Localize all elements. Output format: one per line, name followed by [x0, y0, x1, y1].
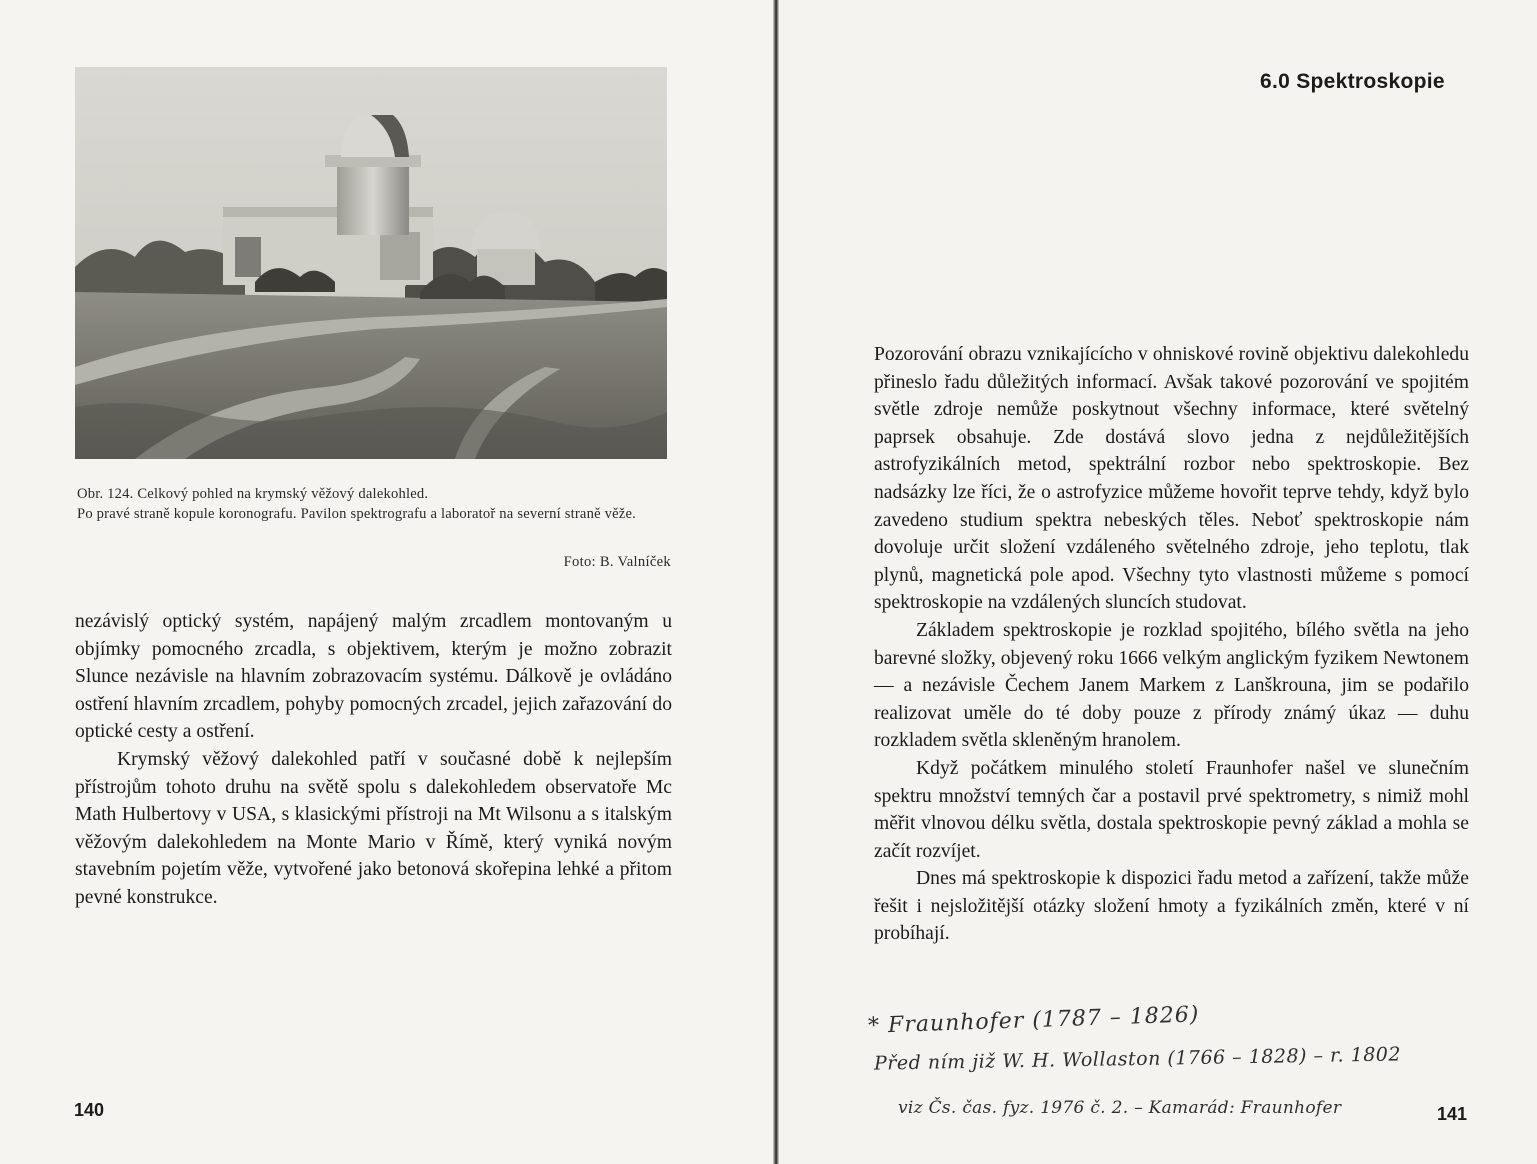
caption-line-2: Po pravé straně kopule koronografu. Pavilon spektrografu a laboratoř na severní straně věže.: [77, 506, 636, 522]
right-paragraph-4: Dnes má spektroskopie k dispozici řadu metod a zařízení, takže může řešit i nejsložitější otázky složení hmoty a fyzikálních změn, které v ní probíhají.: [874, 868, 1469, 945]
right-body-text: [874, 341, 1469, 948]
photo-credit: Foto: B. Valníček: [563, 554, 671, 570]
left-paragraph-2: Krymský věžový dalekohled patří v současné době k nejlepším přístrojům tohoto druhu na světě spolu s dalekohledem observatoře Mc Math Hulbertovy v USA, s klasickými přístroji na Mt Wilsonu a s italským věžovým dalekohledem na Monte Mario v Římě, který vyniká novým stavebním pojetím věže, vytvořené jako betonová skořepina lehké a přitom pevné konstrukce.: [75, 748, 672, 908]
caption-line-1: Obr. 124. Celkový pohled na krymský věžový dalekohled.: [77, 486, 429, 502]
page-number-right: 141: [1437, 1104, 1468, 1124]
chapter-title: 6.0 Spektroskopie: [1260, 70, 1445, 93]
book-gutter: [773, 0, 779, 1164]
page-number-left: 140: [74, 1100, 105, 1120]
right-paragraph-3: Když počátkem minulého století Fraunhofer našel ve slunečním spektru množství temných čar a postavil prvé spektrometry, s nimiž mohl měřit vlnovou délku světla, dostala spektroskopie pevný základ a mohla se začít rozvíjet.: [874, 757, 1469, 862]
handwritten-line-1: * Fraunhofer (1787 – 1826): [867, 1002, 1200, 1039]
left-body-text: [75, 608, 672, 912]
observatory-photo-drawing: [75, 67, 667, 459]
handwritten-line-3: viz Čs. čas. fyz. 1976 č. 2. – Kamarád: Fraunhofer: [898, 1098, 1342, 1118]
right-paragraph-1: Pozorování obrazu vznikajícícho v ohniskové rovině objektivu dalekohledu přineslo řadu důležitých informací. Avšak takové pozorování ve spojitém světle zdroje nemůže poskytnout všechny informace, které světelný paprsek obsahuje. Zde dostává slovo jedna z nejdůležitějších astrofyzikálních metod, spektrální rozbor nebo spektroskopie. Bez nadsázky lze říci, že o astrofyzice můžeme hovořit teprve tehdy, když bylo zavedeno studium spektra nebeských těles. Neboť spektroskopie nám dovoluje určit složení vzdáleného světelného zdroje, jeho teplotu, tlak plynů, magnetická pole apod. Všechny tyto vlastnosti můžeme s pomocí spektroskopie na vzdálených sluncích studovat.: [874, 344, 1469, 614]
right-paragraph-2: Základem spektroskopie je rozklad spojitého, bílého světla na jeho barevné složky, objevený roku 1666 velkým anglickým fyzikem Newtonem — a nezávisle Čechem Janem Markem z Lanškrouna, jim se podařilo realizovat uměle do té doby pouze z přírody známý úkaz — duhu rozkladem světla skleněným hranolem.: [874, 619, 1469, 752]
observatory-photo: [75, 67, 667, 459]
handwritten-line-2: Před ním již W. H. Wollaston (1766 – 1828) – r. 1802: [873, 1043, 1402, 1075]
figure-caption: [77, 484, 671, 524]
left-paragraph-1: nezávislý optický systém, napájený malým zrcadlem montovaným u objímky pomocného zrcadla, s objektivem, kterým je možno zobrazit Slunce nezávisle na hlavním zobrazovacím systému. Dálkově je ovládáno ostření hlavním zrcadlem, pohyby pomocných zrcadel, jejich zařazování do optické cesty a ostření.: [75, 611, 672, 743]
